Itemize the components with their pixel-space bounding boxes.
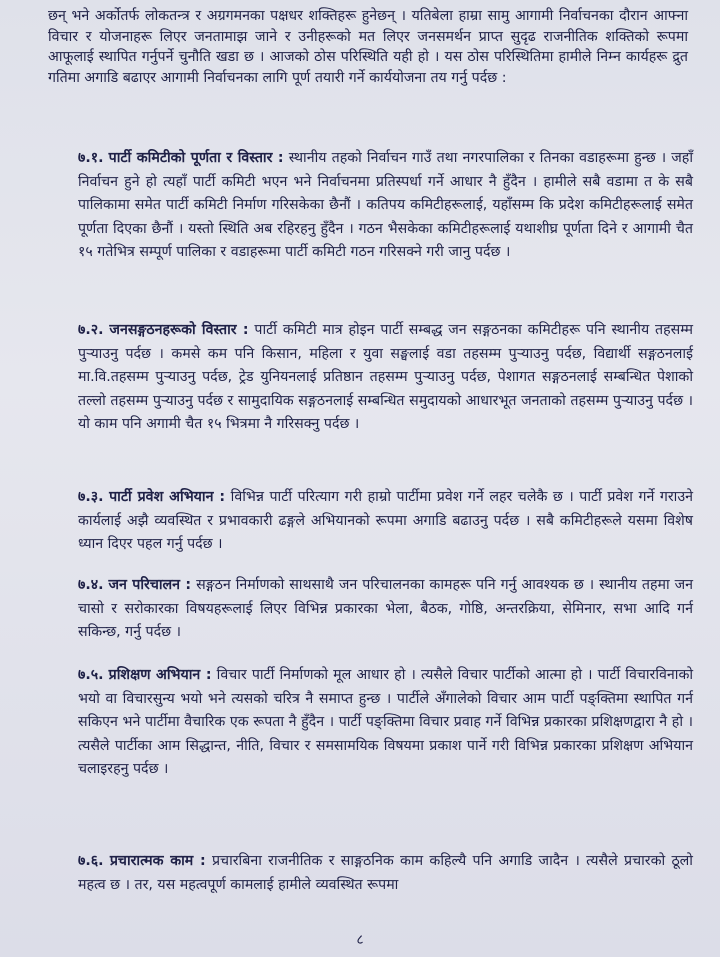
section-heading: जन परिचालन : <box>108 577 192 593</box>
section-7-4 <box>78 574 693 645</box>
section-heading: पार्टी कमिटीको पूर्णता र विस्तार : <box>108 150 284 166</box>
section-heading: जनसङ्गठनहरूको विस्तार : <box>109 322 249 338</box>
section-number: ७.३. <box>78 489 104 505</box>
section-7-5 <box>78 664 693 782</box>
section-number: ७.२. <box>78 322 104 338</box>
section-7-2 <box>78 319 693 437</box>
section-number: ७.१. <box>78 150 104 166</box>
section-heading: पार्टी प्रवेश अभियान : <box>109 489 226 505</box>
section-body: विचार पार्टी निर्माणको मूल आधार हो । त्यसैले विचार पार्टीको आत्मा हो । पार्टी विचारविनाको भयो वा विचारसुन्य भयो भने त्यसको चरित्र नै समाप्त हुन्छ । पार्टीले अँगालेको विचार आम पार्टी पङ्क्तिमा स्थापित गर्न सकिएन भने पार्टीमा वैचारिक एक रूपता नै हुँदैन । पार्टी पङ्क्तिमा विचार प्रवाह गर्ने विभिन्न प्रकारका प्रशिक्षणद्वारा नै हो । त्यसैले पार्टीका आम सिद्धान्त, नीति, विचार र समसामयिक विषयमा प्रकाश पार्ने गरी विभिन्न प्रकारका प्रशिक्षण अभियान चलाइरहनु पर्दछ । <box>78 667 694 777</box>
page-number: ८ <box>356 932 364 948</box>
section-body: स्थानीय तहको निर्वाचन गाउँ तथा नगरपालिका र तिनका वडाहरूमा हुन्छ । जहाँ निर्वाचन हुने हो त्यहाँ पार्टी कमिटी भएन भने निर्वाचनमा प्रतिस्पर्धा गर्ने आधार नै हुँदैन । हामीले सबै वडामा त के सबै पालिकामा समेत पार्टी कमिटी निर्माण गरिसकेका छैनौं । कतिपय कमिटीहरूलाई, यहाँसम्म कि प्रदेश कमिटीहरूलाई समेत पूर्णता दिएका छैनौं । यस्तो स्थिति अब रहिरहनु हुँदैन । गठन भैसकेका कमिटीहरूलाई यथाशीघ्र पूर्णता दिने र आगामी चैत १५ गतेभित्र सम्पूर्ण पालिका र वडाहरूमा पार्टी कमिटी गठन गरिसक्ने गरी जानु पर्दछ । <box>78 150 693 260</box>
section-7-6 <box>78 850 693 897</box>
intro-paragraph: छन् भने अर्कोतर्फ लोकतन्त्र र अग्रगमनका पक्षधर शक्तिहरू हुनेछन् । यतिबेला हाम्रा सामु आगामी निर्वाचनका दौरान आफ्ना विचार र योजनाहरू लिएर जनतामाझ जाने र उनीहरूको मत लिएर जनसमर्थन प्राप्त सुदृढ राजनीतिक शक्तिको रूपमा आफूलाई स्थापित गर्नुपर्ने चुनौति खडा छ । आजको ठोस परिस्थिति यही हो । यस ठोस परिस्थितिमा हामीले निम्न कार्यहरू द्रुत गतिमा अगाडि बढाएर आगामी निर्वाचनका लागि पूर्ण तयारी गर्ने कार्ययोजना तय गर्नु पर्दछ : <box>48 8 688 86</box>
section-number: ७.५. <box>78 667 104 683</box>
section-number: ७.६. <box>78 853 104 869</box>
section-body: प्रचारबिना राजनीतिक र साङ्गठनिक काम कहिल्यै पनि अगाडि जादैन । त्यसैले प्रचारको ठूलो महत्व छ । तर, यस महत्वपूर्ण कामलाई हामीले व्यवस्थित रूपमा <box>78 853 693 893</box>
section-7-1 <box>78 147 693 265</box>
section-body: पार्टी कमिटी मात्र होइन पार्टी सम्बद्ध जन सङ्गठनका कमिटीहरू पनि स्थानीय तहसम्म पुऱ्याउनु पर्दछ । कमसे कम पनि किसान, महिला र युवा सङ्घलाई वडा तहसम्म पुऱ्याउनु पर्दछ, विद्यार्थी सङ्गठनलाई मा.वि.तहसम्म पुऱ्याउनु पर्दछ, ट्रेड युनियनलाई प्रतिष्ठान तहसम्म पुऱ्याउनु पर्दछ, पेशागत सङ्गठनलाई सम्बन्धित पेशाको तल्लो तहसम्म पुऱ्याउनु पर्दछ र सामुदायिक सङ्गठनलाई सम्बन्धित समुदायको आधारभूत जनताको तहसम्म पुऱ्याउनु पर्दछ । यो काम पनि अगामी चैत १५ भित्रमा नै गरिसक्नु पर्दछ । <box>78 322 693 432</box>
section-body: विभिन्न पार्टी परित्याग गरी हाम्रो पार्टीमा प्रवेश गर्ने लहर चलेकै छ । पार्टी प्रवेश गर्ने गराउने कार्यलाई अझै व्यवस्थित र प्रभावकारी ढङ्गले अभियानको रूपमा अगाडि बढाउनु पर्दछ । सबै कमिटीहरूले यसमा विशेष ध्यान दिएर पहल गर्नु पर्दछ । <box>78 489 693 552</box>
section-heading: प्रचारात्मक काम : <box>109 853 206 869</box>
section-7-3 <box>78 486 693 557</box>
section-heading: प्रशिक्षण अभियान : <box>108 667 212 683</box>
section-number: ७.४. <box>78 577 104 593</box>
section-body: सङ्गठन निर्माणको साथसाथै जन परिचालनका कामहरू पनि गर्नु आवश्यक छ । स्थानीय तहमा जन चासो र सरोकारका विषयहरूलाई लिएर विभिन्न प्रकारका भेला, बैठक, गोष्ठि, अन्तरक्रिया, सेमिनार, सभा आदि गर्न सकिन्छ, गर्नु पर्दछ । <box>78 577 693 640</box>
